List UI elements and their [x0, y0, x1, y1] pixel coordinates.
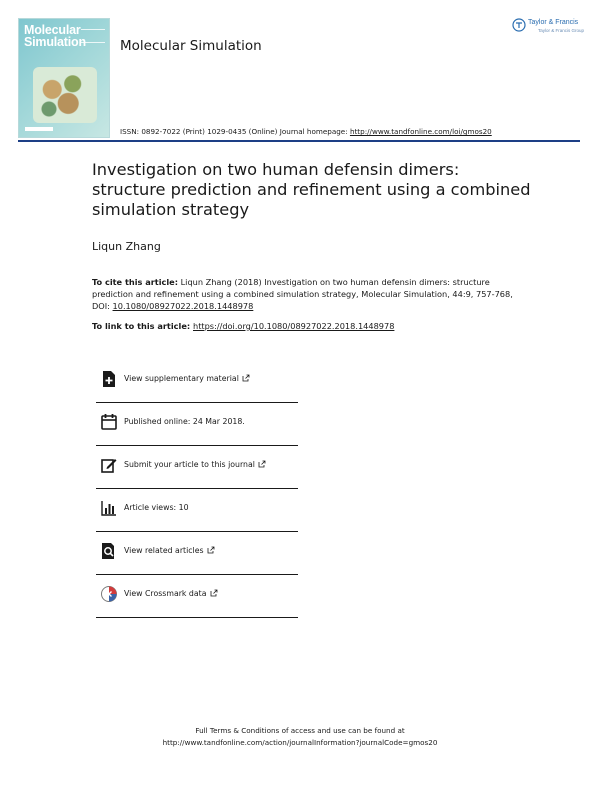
cite-text: Liqun Zhang (2018) Investigation on two human defensin dimers: structure prediction and refinement using a combined simulation strategy, Molecular Simulation, 44:9, 757-768, DOI: — [92, 277, 513, 311]
bar-chart-icon — [100, 499, 118, 517]
cover-illustration — [33, 67, 97, 123]
calendar-icon — [100, 413, 118, 431]
publisher-logo-name: Taylor & Francis — [528, 19, 579, 26]
submit-edit-icon — [100, 456, 118, 474]
crossmark-icon — [100, 585, 118, 603]
cover-volume-box — [81, 29, 105, 43]
publisher-logo-group: Taylor & Francis Group — [538, 28, 585, 33]
external-link-icon — [210, 589, 218, 597]
publisher-logo — [512, 18, 584, 40]
info-row-crossmark[interactable] — [96, 575, 298, 618]
search-document-icon — [100, 542, 118, 560]
cover-title-line2: Simulation — [24, 35, 86, 49]
footer-terms-link[interactable]: http://www.tandfonline.com/action/journalInformation?journalCode=gmos20 — [162, 738, 438, 747]
cover-title — [24, 24, 86, 48]
cover-publisher-mark — [25, 127, 53, 131]
info-row-supplementary[interactable] — [96, 360, 298, 403]
cover-title-line1: Molecular — [24, 23, 81, 37]
link-label: To link to this article: — [92, 321, 193, 331]
article-info-list — [96, 360, 298, 618]
journal-homepage-link[interactable]: http://www.tandfonline.com/loi/gmos20 — [349, 127, 492, 136]
info-row-views — [96, 489, 298, 532]
article-title: Investigation on two human defensin dimers: structure prediction and refinement using a combined simulation strategy — [92, 160, 531, 219]
article-link-block — [92, 320, 532, 332]
issn-line — [120, 127, 492, 136]
info-row-submit[interactable] — [96, 446, 298, 489]
journal-cover-image — [18, 18, 110, 138]
publisher-logo-icon — [512, 18, 526, 32]
supplementary-icon — [100, 370, 118, 388]
cite-label: To cite this article: — [92, 277, 178, 287]
article-doi-link[interactable]: https://doi.org/10.1080/08927022.2018.1448978 — [193, 321, 395, 331]
issn-text: ISSN: 0892-7022 (Print) 1029-0435 (Online) Journal homepage: — [120, 127, 350, 136]
related-label: View related articles — [124, 546, 204, 555]
info-row-related[interactable] — [96, 532, 298, 575]
info-text-published: Published online: 24 Mar 2018. — [124, 417, 245, 426]
submit-label: Submit your article to this journal — [124, 460, 255, 469]
info-text-submit — [124, 460, 266, 469]
footer-terms — [0, 725, 600, 749]
external-link-icon — [242, 374, 250, 382]
cite-doi-link[interactable]: 10.1080/08927022.2018.1448978 — [112, 301, 254, 311]
footer-line1: Full Terms & Conditions of access and use can be found at — [195, 726, 405, 735]
info-text-crossmark — [124, 589, 218, 598]
journal-name: Molecular Simulation — [120, 38, 262, 54]
external-link-icon — [207, 546, 215, 554]
info-row-published — [96, 403, 298, 446]
info-text-views: Article views: 10 — [124, 503, 189, 512]
citation-block — [92, 276, 532, 312]
article-author: Liqun Zhang — [92, 240, 161, 253]
header-divider — [18, 140, 580, 142]
info-text-related — [124, 546, 215, 555]
supplementary-label: View supplementary material — [124, 374, 239, 383]
external-link-icon — [258, 460, 266, 468]
crossmark-label: View Crossmark data — [124, 589, 207, 598]
info-text-supplementary — [124, 374, 250, 383]
